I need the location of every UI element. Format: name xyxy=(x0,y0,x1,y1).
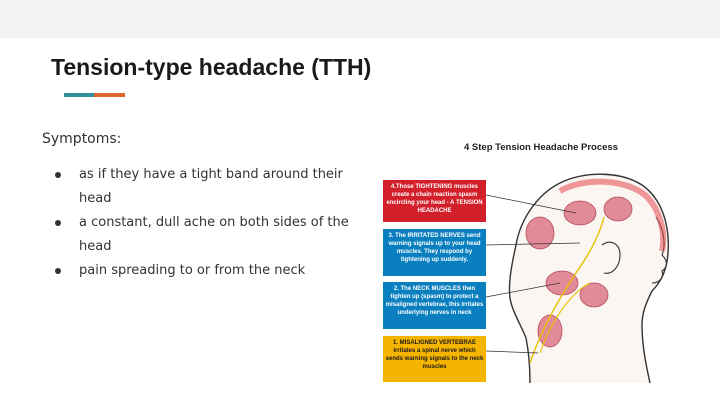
title-accent-teal xyxy=(64,93,94,97)
symptom-text: pain spreading to or from the neck xyxy=(79,263,306,278)
muscle-trapezius xyxy=(538,315,562,347)
symptom-list xyxy=(52,163,352,283)
bullet-dot-icon xyxy=(55,172,61,178)
step-3-box: 3. The IRRITATED NERVES send warning signals up to your head muscles. They respond by tightening up suddenly. xyxy=(383,229,486,276)
figure-title: 4 Step Tension Headache Process xyxy=(464,142,618,153)
step-1-box: 1. MISALIGNED VERTEBRAE irritates a spinal nerve which sends warning signals to the neck muscles xyxy=(383,336,486,382)
symptom-item xyxy=(52,211,352,259)
symptom-text: as if they have a tight band around their head xyxy=(79,167,343,206)
symptom-item xyxy=(52,163,352,211)
symptom-item xyxy=(52,259,352,283)
title-accent-orange xyxy=(94,93,125,97)
slide-title: Tension-type headache (TTH) xyxy=(51,54,372,80)
muscle-temporalis xyxy=(564,201,596,225)
symptom-text: a constant, dull ache on both sides of the head xyxy=(79,215,349,254)
muscle-frontalis xyxy=(604,197,632,221)
tension-headache-figure xyxy=(380,133,672,385)
symptoms-heading: Symptoms: xyxy=(42,131,122,147)
step-2-box: 2. The NECK MUSCLES then tighten up (spasm) to protect a misaligned vertebrae, this irritates underlying nerves in neck xyxy=(383,282,486,329)
step-4-box: 4.Those TIGHTENING muscles create a chain reaction spasm encircling your head - A TENSION HEADACHE xyxy=(383,180,486,222)
top-bar xyxy=(0,0,720,38)
muscle-neck-left xyxy=(546,271,578,295)
bullet-dot-icon xyxy=(55,268,61,274)
bullet-dot-icon xyxy=(55,220,61,226)
